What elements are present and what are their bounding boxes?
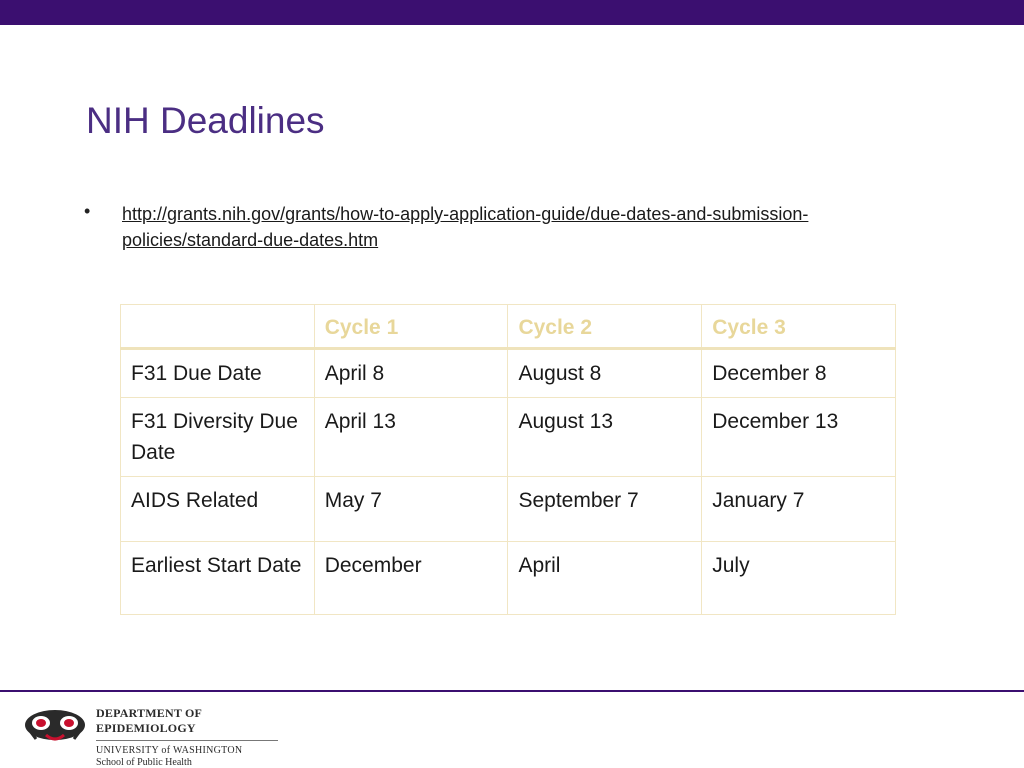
table-cell: December 8 <box>702 349 896 398</box>
header-cell-cycle-1: Cycle 1 <box>314 305 508 349</box>
table-header-row <box>121 305 896 349</box>
row-label: F31 Diversity Due Date <box>121 398 315 477</box>
department-block <box>96 706 278 768</box>
school-name: School of Public Health <box>96 757 192 768</box>
footer-divider <box>0 690 1024 692</box>
bullet-glyph: • <box>84 201 91 221</box>
table-cell: August 13 <box>508 398 702 477</box>
top-brand-bar <box>0 0 1024 25</box>
table-cell: August 8 <box>508 349 702 398</box>
table-cell: April <box>508 542 702 615</box>
slide-title: NIH Deadlines <box>86 100 325 141</box>
deadlines-table <box>120 304 896 615</box>
row-label: AIDS Related <box>121 477 315 542</box>
row-label: F31 Due Date <box>121 349 315 398</box>
bullet-item <box>84 201 904 253</box>
table-cell: April 8 <box>314 349 508 398</box>
table-cell: September 7 <box>508 477 702 542</box>
table-cell: December <box>314 542 508 615</box>
header-cell-empty <box>121 305 315 349</box>
table-cell: December 13 <box>702 398 896 477</box>
header-cell-cycle-3: Cycle 3 <box>702 305 896 349</box>
table-row <box>121 477 896 542</box>
university-name: UNIVERSITY of WASHINGTON <box>96 745 243 756</box>
table-cell: May 7 <box>314 477 508 542</box>
table-row <box>121 398 896 477</box>
northwest-coast-art-logo-icon <box>24 705 86 745</box>
nih-due-dates-link[interactable]: http://grants.nih.gov/grants/how-to-apply-application-guide/due-dates-and-submission-policies/standard-due-dates.htm <box>122 204 809 250</box>
table-row <box>121 542 896 615</box>
header-cell-cycle-2: Cycle 2 <box>508 305 702 349</box>
table-row <box>121 349 896 398</box>
table-cell: January 7 <box>702 477 896 542</box>
department-name: DEPARTMENT OF EPIDEMIOLOGY <box>96 706 278 741</box>
row-label: Earliest Start Date <box>121 542 315 615</box>
table-cell: July <box>702 542 896 615</box>
table-cell: April 13 <box>314 398 508 477</box>
